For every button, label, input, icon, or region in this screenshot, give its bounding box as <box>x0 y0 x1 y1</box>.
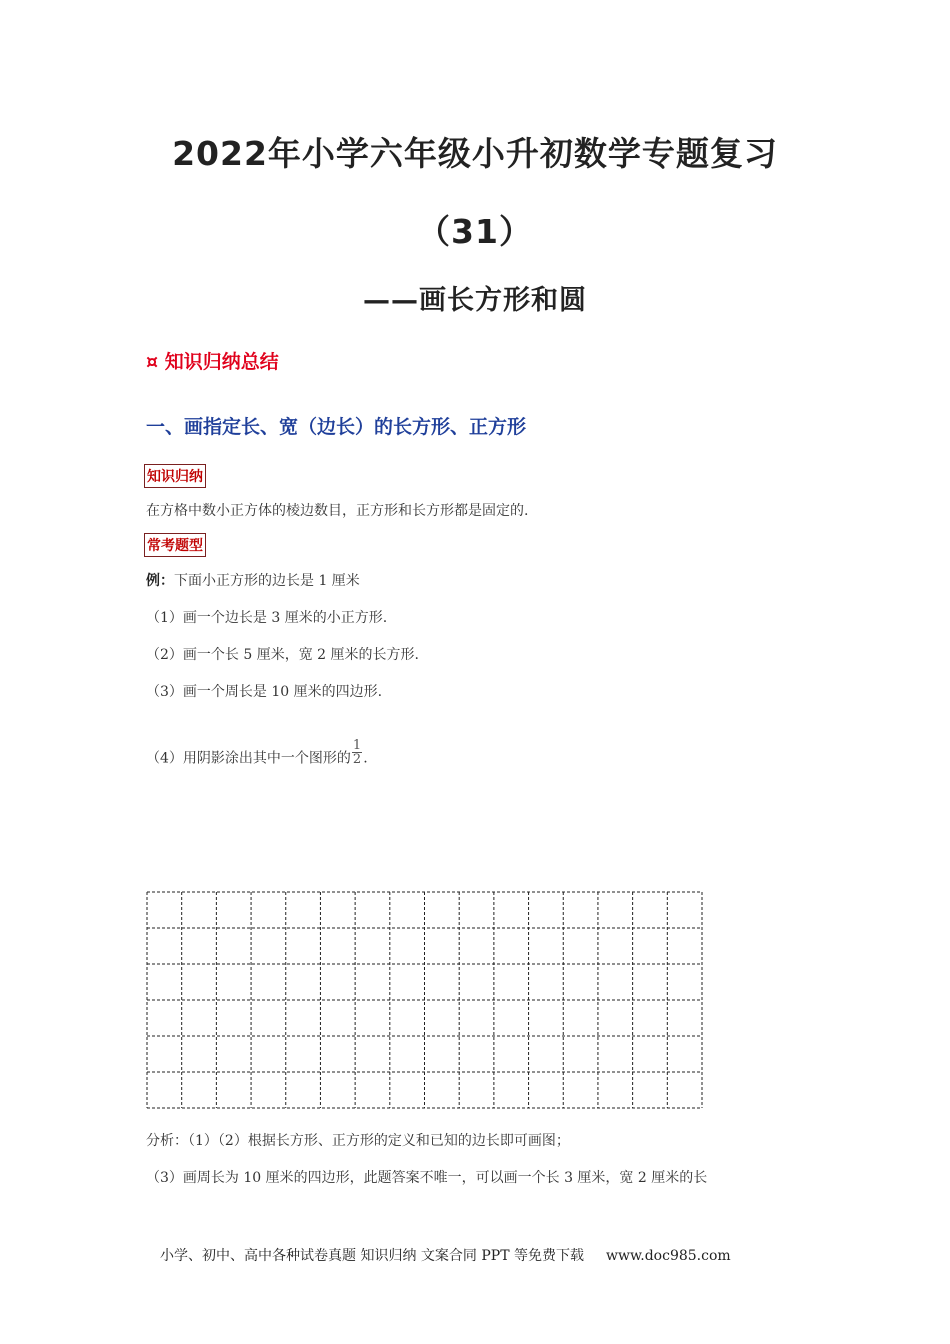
common-questions-tag: 常考题型 <box>144 533 206 557</box>
footer <box>160 1245 731 1265</box>
question-3: （3）画一个周长是 10 厘米的四边形. <box>146 684 383 700</box>
square-grid <box>146 891 703 1109</box>
analysis-line-1: 分析：（1）（2）根据长方形、正方形的定义和已知的边长即可画图； <box>146 1133 570 1149</box>
question-4 <box>146 738 368 772</box>
footer-text: 小学、初中、高中各种试卷真题 知识归纳 文案合同 PPT 等免费下载 <box>160 1248 584 1264</box>
knowledge-summary-heading: ¤ 知识归纳总结 <box>146 351 279 373</box>
title-line-1: 2022年小学六年级小升初数学专题复习 <box>172 134 778 173</box>
example-label: 例： <box>146 573 174 589</box>
question-2: （2）画一个长 5 厘米，宽 2 厘米的长方形. <box>146 647 419 663</box>
question-1: （1）画一个边长是 3 厘米的小正方形. <box>146 610 388 626</box>
example-line <box>146 570 360 590</box>
example-text: 下面小正方形的边长是 1 厘米 <box>174 573 360 589</box>
question-4-suffix: . <box>363 750 368 767</box>
question-4-prefix: （4）用阴影涂出其中一个图形的 <box>146 750 351 767</box>
subtitle: ——画长方形和圆 <box>363 285 587 316</box>
analysis-line-2: （3）画周长为 10 厘米的四边形，此题答案不唯一，可以画一个长 3 厘米，宽 2 厘米的长 <box>146 1170 708 1186</box>
knowledge-tag: 知识归纳 <box>144 464 206 488</box>
fraction-numerator: 1 <box>352 738 362 753</box>
section-1-heading: 一、画指定长、宽（边长）的长方形、正方形 <box>146 416 527 438</box>
fraction-denominator: 2 <box>352 752 362 767</box>
fraction-one-half <box>352 739 362 766</box>
title-line-2: （31） <box>417 212 533 251</box>
knowledge-text: 在方格中数小正方体的棱边数目，正方形和长方形都是固定的. <box>146 503 529 519</box>
footer-url[interactable]: www.doc985.com <box>605 1248 731 1264</box>
